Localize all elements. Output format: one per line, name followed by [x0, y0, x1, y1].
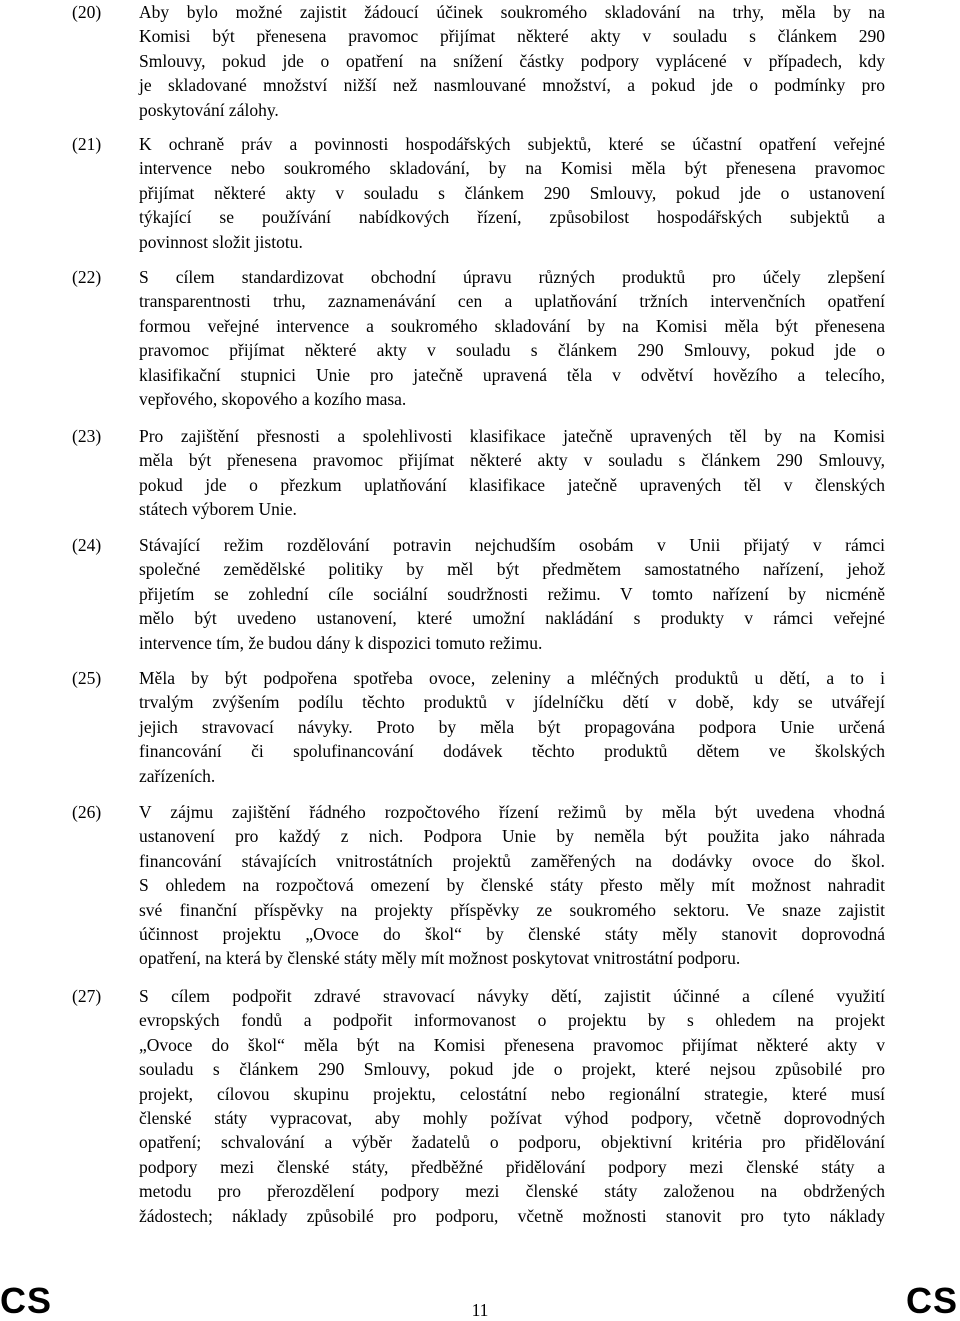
text-line: K ochraně práv a povinnosti hospodářských subjektů, které se účastní opatření veřejné	[139, 134, 885, 154]
recital-number: (23)	[72, 426, 102, 446]
recital-text	[139, 666, 885, 788]
text-line: přijímat některé akty v souladu s článkem 290 Smlouvy, pokud jde o ustanovení	[139, 182, 885, 203]
text-line: intervence tím, že budou dány k dispozici tomuto režimu.	[139, 632, 543, 653]
recital-text	[139, 0, 885, 122]
text-line: vepřového, skopového a kozího masa.	[139, 389, 407, 410]
recital-number: (22)	[72, 267, 102, 287]
text-line: Pro zajištění přesnosti a spolehlivosti klasifikace jatečně upravených těl by na Komisi	[139, 426, 885, 446]
text-line: evropských fondů a podpořit informovanost o projektu by s ohledem na projekt	[139, 1010, 885, 1031]
text-line: metodu pro přerozdělení podpory mezi členské státy založenou na obdržených	[139, 1181, 885, 1202]
text-line: přijetím se zohlední cíle sociální soudržnosti režimu. V tomto nařízení by nicméně	[139, 583, 885, 604]
recital-number: (27)	[72, 986, 102, 1006]
text-line: členské státy vypracovat, aby mohly požívat výhod podpory, včetně doprovodných	[139, 1108, 885, 1129]
text-line: jejich stravovací návyky. Proto by měla být propagována podpora Unie určená	[139, 716, 885, 737]
text-line: opatření, na která by členské státy měly mít možnost poskytovat vnitrostátní podporu.	[139, 948, 741, 969]
text-line: financování stávajících vnitrostátních projektů zaměřených na dodávky ovoce do škol.	[139, 850, 885, 871]
text-line: S ohledem na rozpočtová omezení by členské státy přesto měly mít možnost nahradit	[139, 875, 885, 896]
recital-text	[139, 265, 885, 411]
recital-text	[139, 984, 885, 1228]
recital-text	[139, 424, 885, 522]
text-line: své finanční příspěvky na projekty příspěvky ze soukromého sektoru. Ve snaze zajistit	[139, 899, 885, 920]
text-line: státech výborem Unie.	[139, 499, 297, 520]
text-line: je skladované množství nižší než nasmlouvané množství, a pokud jde o podmínky pro	[139, 75, 885, 96]
recital-number: (24)	[72, 535, 102, 555]
text-line: S cílem standardizovat obchodní úpravu různých produktů pro účely zlepšení	[139, 267, 885, 287]
text-line: intervence nebo soukromého skladování, by na Komisi měla být přenesena pravomoc	[139, 158, 885, 179]
text-line: projekt, cílovou skupinu projektu, celostátní nebo regionální strategie, které musí	[139, 1083, 885, 1104]
text-line: Stávající režim rozdělování potravin nejchudším osobám v Unii přijatý v rámci	[139, 535, 885, 555]
text-line: Měla by být podpořena spotřeba ovoce, zeleniny a mléčných produktů u dětí, a to i	[139, 668, 885, 688]
text-line: poskytování zálohy.	[139, 99, 279, 120]
text-line: žádostech; náklady způsobilé pro podporu, včetně možnosti stanovit pro tyto náklady	[139, 1205, 885, 1226]
text-line: povinnost složit jistotu.	[139, 231, 303, 252]
text-line: Smlouvy, pokud jde o opatření na snížení částky podpory vyplácené v případech, kdy	[139, 50, 885, 71]
text-line: S cílem podpořit zdravé stravovací návyky dětí, zajistit účinné a cílené využití	[139, 986, 885, 1006]
text-line: zařízeních.	[139, 765, 216, 786]
text-line: V zájmu zajištění řádného rozpočtového řízení režimů by měla být uvedena vhodná	[139, 802, 885, 822]
text-line: Komisi být přenesena pravomoc přijímat některé akty v souladu s článkem 290	[139, 26, 885, 47]
text-line: „Ovoce do škol“ měla být na Komisi přenesena pravomoc přijímat některé akty v	[139, 1034, 885, 1055]
recital-text	[139, 132, 885, 254]
recital-text	[139, 800, 885, 971]
text-line: opatření; schvalování a výběr žadatelů o podporu, objektivní kritéria pro přidělování	[139, 1132, 885, 1153]
text-line: transparentnosti trhu, zaznamenávání cen a uplatňování tržních intervenčních opatření	[139, 291, 885, 312]
text-line: Aby bylo možné zajistit žádoucí účinek soukromého skladování na trhy, měla by na	[139, 2, 885, 22]
page-number: 11	[471, 1300, 489, 1320]
text-line: měla být přenesena pravomoc přijímat některé akty v souladu s článkem 290 Smlouvy,	[139, 450, 885, 471]
text-line: mělo být uvedeno ustanovení, které umožní nakládání s produkty v rámci veřejné	[139, 608, 885, 629]
text-line: podpory mezi členské státy, předběžné přidělování podpory mezi členské státy a	[139, 1156, 885, 1177]
text-line: účinnost projektu „Ovoce do škol“ by členské státy měly stanovit doprovodná	[139, 924, 885, 945]
text-line: pokud jde o přezkum uplatňování klasifikace jatečně upravených těl v členských	[139, 474, 885, 495]
text-line: ustanovení pro každý z nich. Podpora Unie by neměla být použita jako náhrada	[139, 826, 885, 847]
recital-number: (20)	[72, 2, 102, 22]
recital-number: (26)	[72, 802, 102, 822]
text-line: týkající se používání nabídkových řízení, způsobilost hospodářských subjektů a	[139, 207, 885, 228]
recital-number: (21)	[72, 134, 102, 154]
footer-language-left: CS	[0, 1280, 53, 1321]
text-line: formou veřejné intervence a soukromého skladování by na Komisi měla být přenesena	[139, 315, 885, 336]
text-line: pravomoc přijímat některé akty v souladu s článkem 290 Smlouvy, pokud jde o	[139, 340, 885, 361]
recital-text	[139, 533, 885, 655]
text-line: trvalým zvýšením podílu těchto produktů v jídelníčku dětí v době, kdy se utvářejí	[139, 692, 885, 713]
text-line: klasifikační stupnici Unie pro jatečně upravená těla v odvětví hovězího a telecího,	[139, 364, 885, 385]
footer-language-right: CS	[905, 1280, 958, 1321]
text-line: financování či spolufinancování dodávek těchto produktů dětem ve školských	[139, 741, 885, 762]
recital-number: (25)	[72, 668, 102, 688]
text-line: společné zemědělské politiky by měl být předmětem samostatného nařízení, jehož	[139, 559, 885, 580]
text-line: souladu s článkem 290 Smlouvy, pokud jde o projekt, které nejsou způsobilé pro	[139, 1059, 885, 1080]
